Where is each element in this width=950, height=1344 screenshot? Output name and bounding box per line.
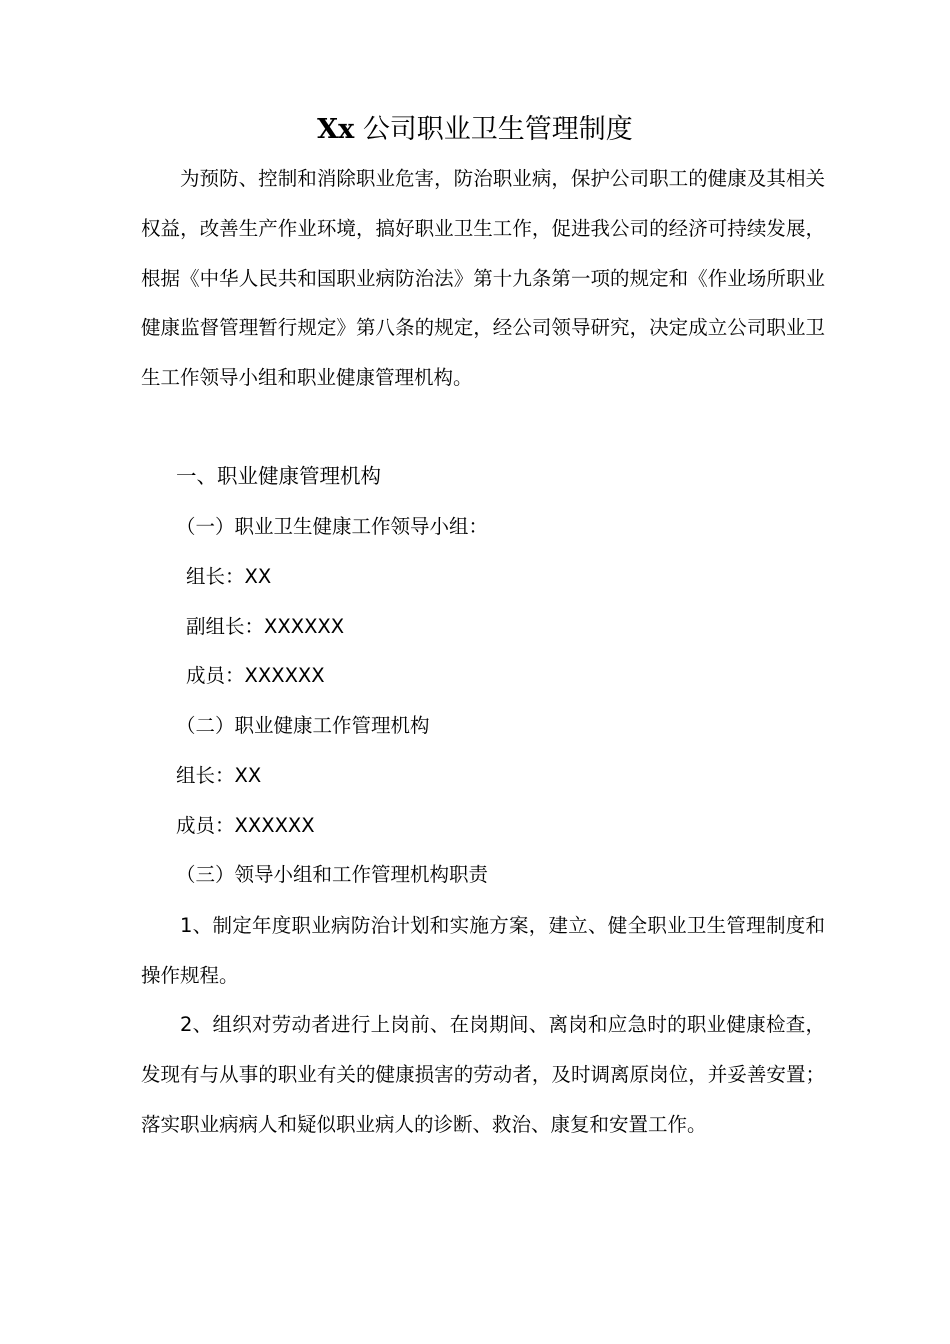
intro-paragraph: 为预防、控制和消除职业危害，防治职业病，保护公司职工的健康及其相关权益，改善生产作业环境，搞好职业卫生工作，促进我公司的经济可持续发展，根据《中华人民共和国职业病防治法》第十九条第一项的规定和《作业场所职业健康监督管理暂行规定》第八条的规定，经公司领导研究，决定成立公司职业卫生工作领导小组和职业健康管理机构。 — [141, 167, 825, 390]
subsection-1-heading: （一）职业卫生健康工作领导小组： — [176, 515, 489, 538]
title-prefix: Xx — [317, 114, 355, 145]
sub1-members: 成员：XXXXXX — [186, 664, 325, 687]
sub1-deputy-leader: 副组长：XXXXXX — [186, 615, 345, 638]
duty-2-paragraph: 2、组织对劳动者进行上岗前、在岗期间、离岗和应急时的职业健康检查，发现有与从事的职业有关的健康损害的劳动者，及时调离原岗位，并妥善安置；落实职业病病人和疑似职业病人的诊断、救治、康复和安置工作。 — [141, 1013, 825, 1136]
subsection-3-heading: （三）领导小组和工作管理机构职责 — [176, 863, 489, 886]
sub1-leader: 组长：XX — [186, 565, 272, 588]
subsection-2-heading: （二）职业健康工作管理机构 — [176, 714, 430, 737]
section-1-heading: 一、职业健康管理机构 — [176, 464, 381, 488]
title-text: 公司职业卫生管理制度 — [362, 114, 633, 145]
sub2-members: 成员：XXXXXX — [176, 814, 315, 837]
duty-1-paragraph: 1、制定年度职业病防治计划和实施方案，建立、健全职业卫生管理制度和操作规程。 — [141, 914, 825, 987]
sub2-leader: 组长：XX — [176, 764, 262, 787]
document-title — [0, 108, 950, 152]
